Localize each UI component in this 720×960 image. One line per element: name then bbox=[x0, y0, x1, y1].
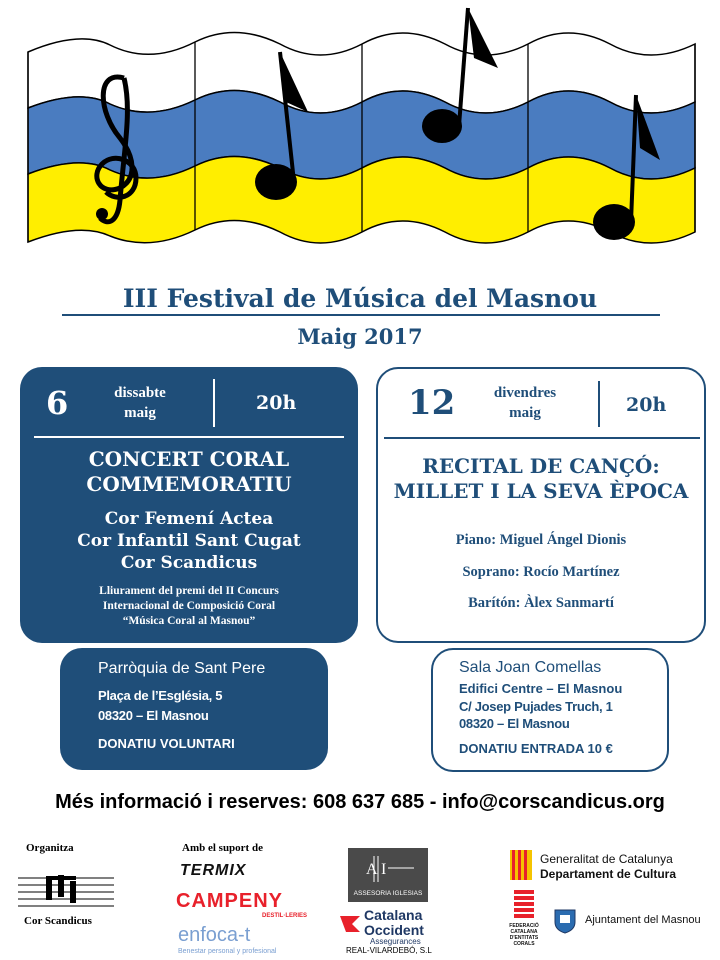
choir-item: Cor Infantil Sant Cugat bbox=[77, 531, 301, 551]
campeny-subtitle: DESTIL·LERIES bbox=[262, 913, 308, 919]
organizer-name: Cor Scandicus bbox=[24, 915, 92, 927]
header-divider bbox=[598, 381, 600, 427]
concert-2-title-line-1: RECITAL DE CANÇÓ: bbox=[422, 454, 660, 478]
cor-scandicus-logo-icon bbox=[18, 872, 114, 912]
performer-item: Soprano: Rocío Martínez bbox=[462, 564, 620, 580]
fcec-line-2: CATALANA bbox=[510, 929, 538, 935]
asesoria-logo bbox=[348, 848, 428, 902]
award-line-3: “Música Coral al Masnou” bbox=[122, 615, 256, 627]
choir-item: Cor Scandicus bbox=[120, 553, 258, 573]
fcec-line-3: D'ENTITATS bbox=[509, 935, 539, 941]
organizer-label: Organitza bbox=[26, 842, 74, 854]
catalana-line-1: Catalana bbox=[364, 907, 423, 923]
concert-2-time: 20h bbox=[626, 394, 667, 416]
concert-2-month: maig bbox=[509, 405, 541, 421]
asesoria-mark-icon bbox=[348, 848, 428, 890]
award-note bbox=[20, 584, 358, 629]
venue-2-postal: 08320 – El Masnou bbox=[459, 716, 570, 731]
header-rule bbox=[384, 437, 700, 439]
venue-1-name: Parròquia de Sant Pere bbox=[98, 660, 266, 677]
catalana-subtitle: Assegurances bbox=[370, 937, 421, 946]
concert-1-title-line-1: CONCERT CORAL bbox=[88, 447, 290, 471]
generalitat-icon bbox=[510, 850, 532, 880]
concert-1-date bbox=[90, 383, 190, 423]
concert-2-day-number: 12 bbox=[408, 383, 456, 423]
venue-2-name: Sala Joan Comellas bbox=[459, 659, 602, 676]
generalitat-line-1: Generalitat de Catalunya bbox=[540, 852, 673, 866]
concert-2-title-line-2: MILLET I LA SEVA ÈPOCA bbox=[393, 479, 689, 503]
ajuntament-shield-icon bbox=[552, 906, 578, 934]
catalana-occident-icon bbox=[338, 912, 362, 936]
venue-1-address: Plaça de l’Església, 5 bbox=[98, 688, 223, 703]
concert-2-weekday: divendres bbox=[493, 385, 557, 401]
concert-1-month: maig bbox=[124, 405, 156, 421]
catalana-agency: REAL-VILARDEBÓ, S.L bbox=[346, 946, 432, 955]
svg-text:A: A bbox=[366, 861, 378, 878]
concert-2-date bbox=[470, 383, 580, 423]
ajuntament-logo: Ajuntament del Masnou bbox=[585, 914, 701, 926]
svg-text:I: I bbox=[381, 861, 387, 878]
venue-1-postal: 08320 – El Masnou bbox=[98, 708, 209, 723]
concert-card-1 bbox=[20, 367, 358, 643]
venue-card-2 bbox=[431, 648, 669, 772]
award-line-1: Lliurament del premi del II Concurs bbox=[99, 585, 279, 597]
fcec-line-1: FEDERACIÓ bbox=[509, 923, 539, 929]
enfocat-subtitle: Benestar personal y profesional bbox=[178, 948, 277, 955]
catalana-occident-logo bbox=[364, 908, 424, 938]
header-divider bbox=[213, 379, 215, 427]
support-label: Amb el suport de bbox=[182, 842, 263, 854]
concert-2-title bbox=[378, 454, 704, 504]
concert-1-weekday: dissabte bbox=[114, 385, 166, 401]
generalitat-logo bbox=[540, 852, 676, 882]
fcec-icon bbox=[512, 888, 536, 922]
award-line-2: Internacional de Composició Coral bbox=[102, 600, 276, 612]
festival-subtitle: Maig 2017 bbox=[297, 324, 423, 349]
festival-title: III Festival de Música del Masnou bbox=[122, 284, 598, 313]
generalitat-line-2: Departament de Cultura bbox=[540, 867, 677, 881]
venue-2-donation: DONATIU ENTRADA 10 € bbox=[459, 741, 613, 756]
venue-2-building: Edifici Centre – El Masnou bbox=[459, 681, 623, 696]
choir-item: Cor Femení Actea bbox=[104, 509, 274, 529]
header-rule bbox=[34, 436, 344, 438]
concert-1-time: 20h bbox=[256, 392, 297, 414]
venue-card-1 bbox=[60, 648, 328, 770]
banner-illustration bbox=[0, 0, 720, 285]
performer-item: Piano: Miguel Ángel Dionis bbox=[455, 532, 627, 548]
contact-info: Més informació i reserves: 608 637 685 - info@corscandicus.org bbox=[55, 791, 665, 813]
performer-item: Barítón: Àlex Sanmartí bbox=[468, 595, 614, 611]
concert-1-day-number: 6 bbox=[46, 384, 69, 422]
fcec-logo bbox=[504, 923, 544, 947]
termix-logo: TERMIX bbox=[180, 862, 247, 879]
fcec-line-4: CORALS bbox=[513, 941, 535, 947]
title-underline bbox=[62, 314, 660, 316]
concert-card-2 bbox=[376, 367, 706, 643]
asesoria-name: ASSESORIA IGLESIAS bbox=[353, 890, 423, 897]
venue-1-donation: DONATIU VOLUNTARI bbox=[98, 736, 235, 751]
concert-1-title-line-2: COMMEMORATIU bbox=[86, 472, 292, 496]
catalana-line-2: Occident bbox=[364, 922, 424, 938]
campeny-logo: CAMPENY bbox=[176, 890, 284, 912]
venue-2-address: C/ Josep Pujades Truch, 1 bbox=[459, 699, 613, 714]
concert-1-title bbox=[20, 447, 358, 497]
enfocat-logo: enfoca-t bbox=[178, 924, 251, 946]
